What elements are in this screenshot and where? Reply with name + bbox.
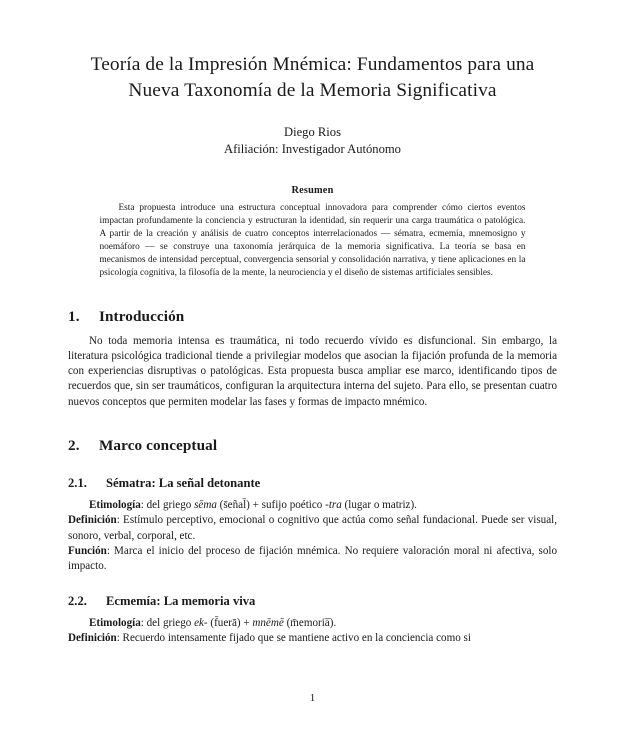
etymology-text-b-ecmemia: (f̄uerā) +: [207, 616, 253, 629]
etymology-greek-b-ecmemia: mnēmē: [252, 616, 284, 629]
author-affiliation: Afiliación: Investigador Autónomo: [224, 142, 401, 156]
subsection-title-2-1: Sématra: La señal detonante: [106, 476, 261, 491]
etymology-greek-a-sematra: sēma: [194, 499, 217, 512]
etymology-greek-a-ecmemia: ek-: [194, 616, 208, 629]
definition-label-sematra: Definición: [68, 514, 117, 527]
etymology-greek-b-sematra: tra: [328, 499, 342, 512]
etymology-text-a-sematra: : del griego: [140, 499, 195, 512]
function-line-sematra: [68, 544, 557, 575]
abstract-heading: Resumen: [291, 185, 334, 196]
definition-line-ecmemia: [68, 631, 557, 646]
section-paragraph-introduction: No toda memoria intensa es traumática, ni todo recuerdo vívido es disfuncional. Sin embargo, la literatura psicológica tradicional tiende a privilegiar modelos que asocian la fijación profunda de la memoria con experiencias disruptivas o patológicas. Esta propuesta busca ampliar ese marco, identificando tipos de recuerdos que, sin ser traumáticos, configuran la arquitectura interna del sujeto. Para ello, se presentan cuatro nuevos conceptos que permiten modelar las fases y formas de impacto mnémico.: [68, 334, 557, 408]
title-block: [68, 0, 557, 158]
definition-label-ecmemia: Definición: [68, 631, 117, 644]
subsection-number-2-2: 2.2.: [68, 593, 87, 608]
title-line-1: Teoría de la Impresión Mnémica: Fundamentos para una: [90, 54, 535, 75]
page-number: 1: [309, 692, 316, 704]
section-heading-framework: [68, 410, 557, 457]
section-heading-introduction: [68, 281, 557, 328]
subsection-heading-ecmemia: [68, 575, 557, 610]
page-title: [68, 52, 557, 104]
abstract-text: Esta propuesta introduce una estructura conceptual innovadora para comprender cómo ciertos eventos impactan profundamente la conciencia y estructuran la identidad, sin requerir una carga traumática o patológica. A partir de la creación y análisis de cuatro conceptos interrelacionados — sématra, ecmemía, mnemosigno y noemáforo — se construye una taxonomía jerárquica de la memoria significativa. La teoría se basa en mecanismos de intensidad perceptual, convergencia sensorial y consolidación narrativa, y tiene aplicaciones en la psicología cognitiva, la filosofía de la mente, la neurociencia y el diseño de sistemas artificiales sensibles.: [99, 203, 526, 279]
subsection-heading-sematra: [68, 457, 557, 492]
section-number-1: 1.: [68, 307, 80, 325]
title-line-2: Nueva Taxonomía de la Memoria Significativa: [128, 80, 497, 101]
etymology-text-c-sematra: (lugar o matriz).: [341, 499, 417, 512]
function-label-sematra: Función: [68, 544, 107, 557]
author-name: Diego Rios: [283, 125, 342, 139]
etymology-line-ecmemia: [68, 616, 557, 631]
etymology-line-sematra: [68, 498, 557, 513]
section-number-2: 2.: [68, 437, 80, 455]
subsection-number-2-1: 2.1.: [68, 476, 87, 491]
section-title-1: Introducción: [99, 307, 185, 325]
abstract-block: [100, 185, 526, 281]
definition-block-sematra: [68, 498, 557, 574]
etymology-text-c-ecmemia: (m̄emoria̅).: [283, 616, 337, 629]
function-text-sematra: : Marca el inicio del proceso de fijación mnémica. No requiere valoración moral ni afectiva, solo impacto.: [68, 544, 557, 573]
subsection-title-2-2: Ecmemía: La memoria viva: [106, 593, 256, 608]
etymology-text-b-sematra: (s̄eñal̄) + sufijo poético -: [216, 499, 329, 512]
etymology-label-sematra: Etimología: [89, 499, 141, 512]
etymology-text-a-ecmemia: : del griego: [140, 616, 195, 629]
definition-block-ecmemia: [68, 616, 557, 647]
definition-text-sematra: : Estímulo perceptivo, emocional o cognitivo que actúa como señal fundacional. Puede ser visual, sonoro, verbal, corporal, etc.: [68, 514, 557, 542]
section-title-2: Marco conceptual: [99, 437, 218, 455]
definition-text-ecmemia: : Recuerdo intensamente fijado que se mantiene activo en la conciencia como si: [116, 631, 471, 644]
page-content: [68, 0, 557, 646]
etymology-label-ecmemia: Etimología: [89, 616, 141, 629]
definition-line-sematra: [68, 513, 557, 544]
